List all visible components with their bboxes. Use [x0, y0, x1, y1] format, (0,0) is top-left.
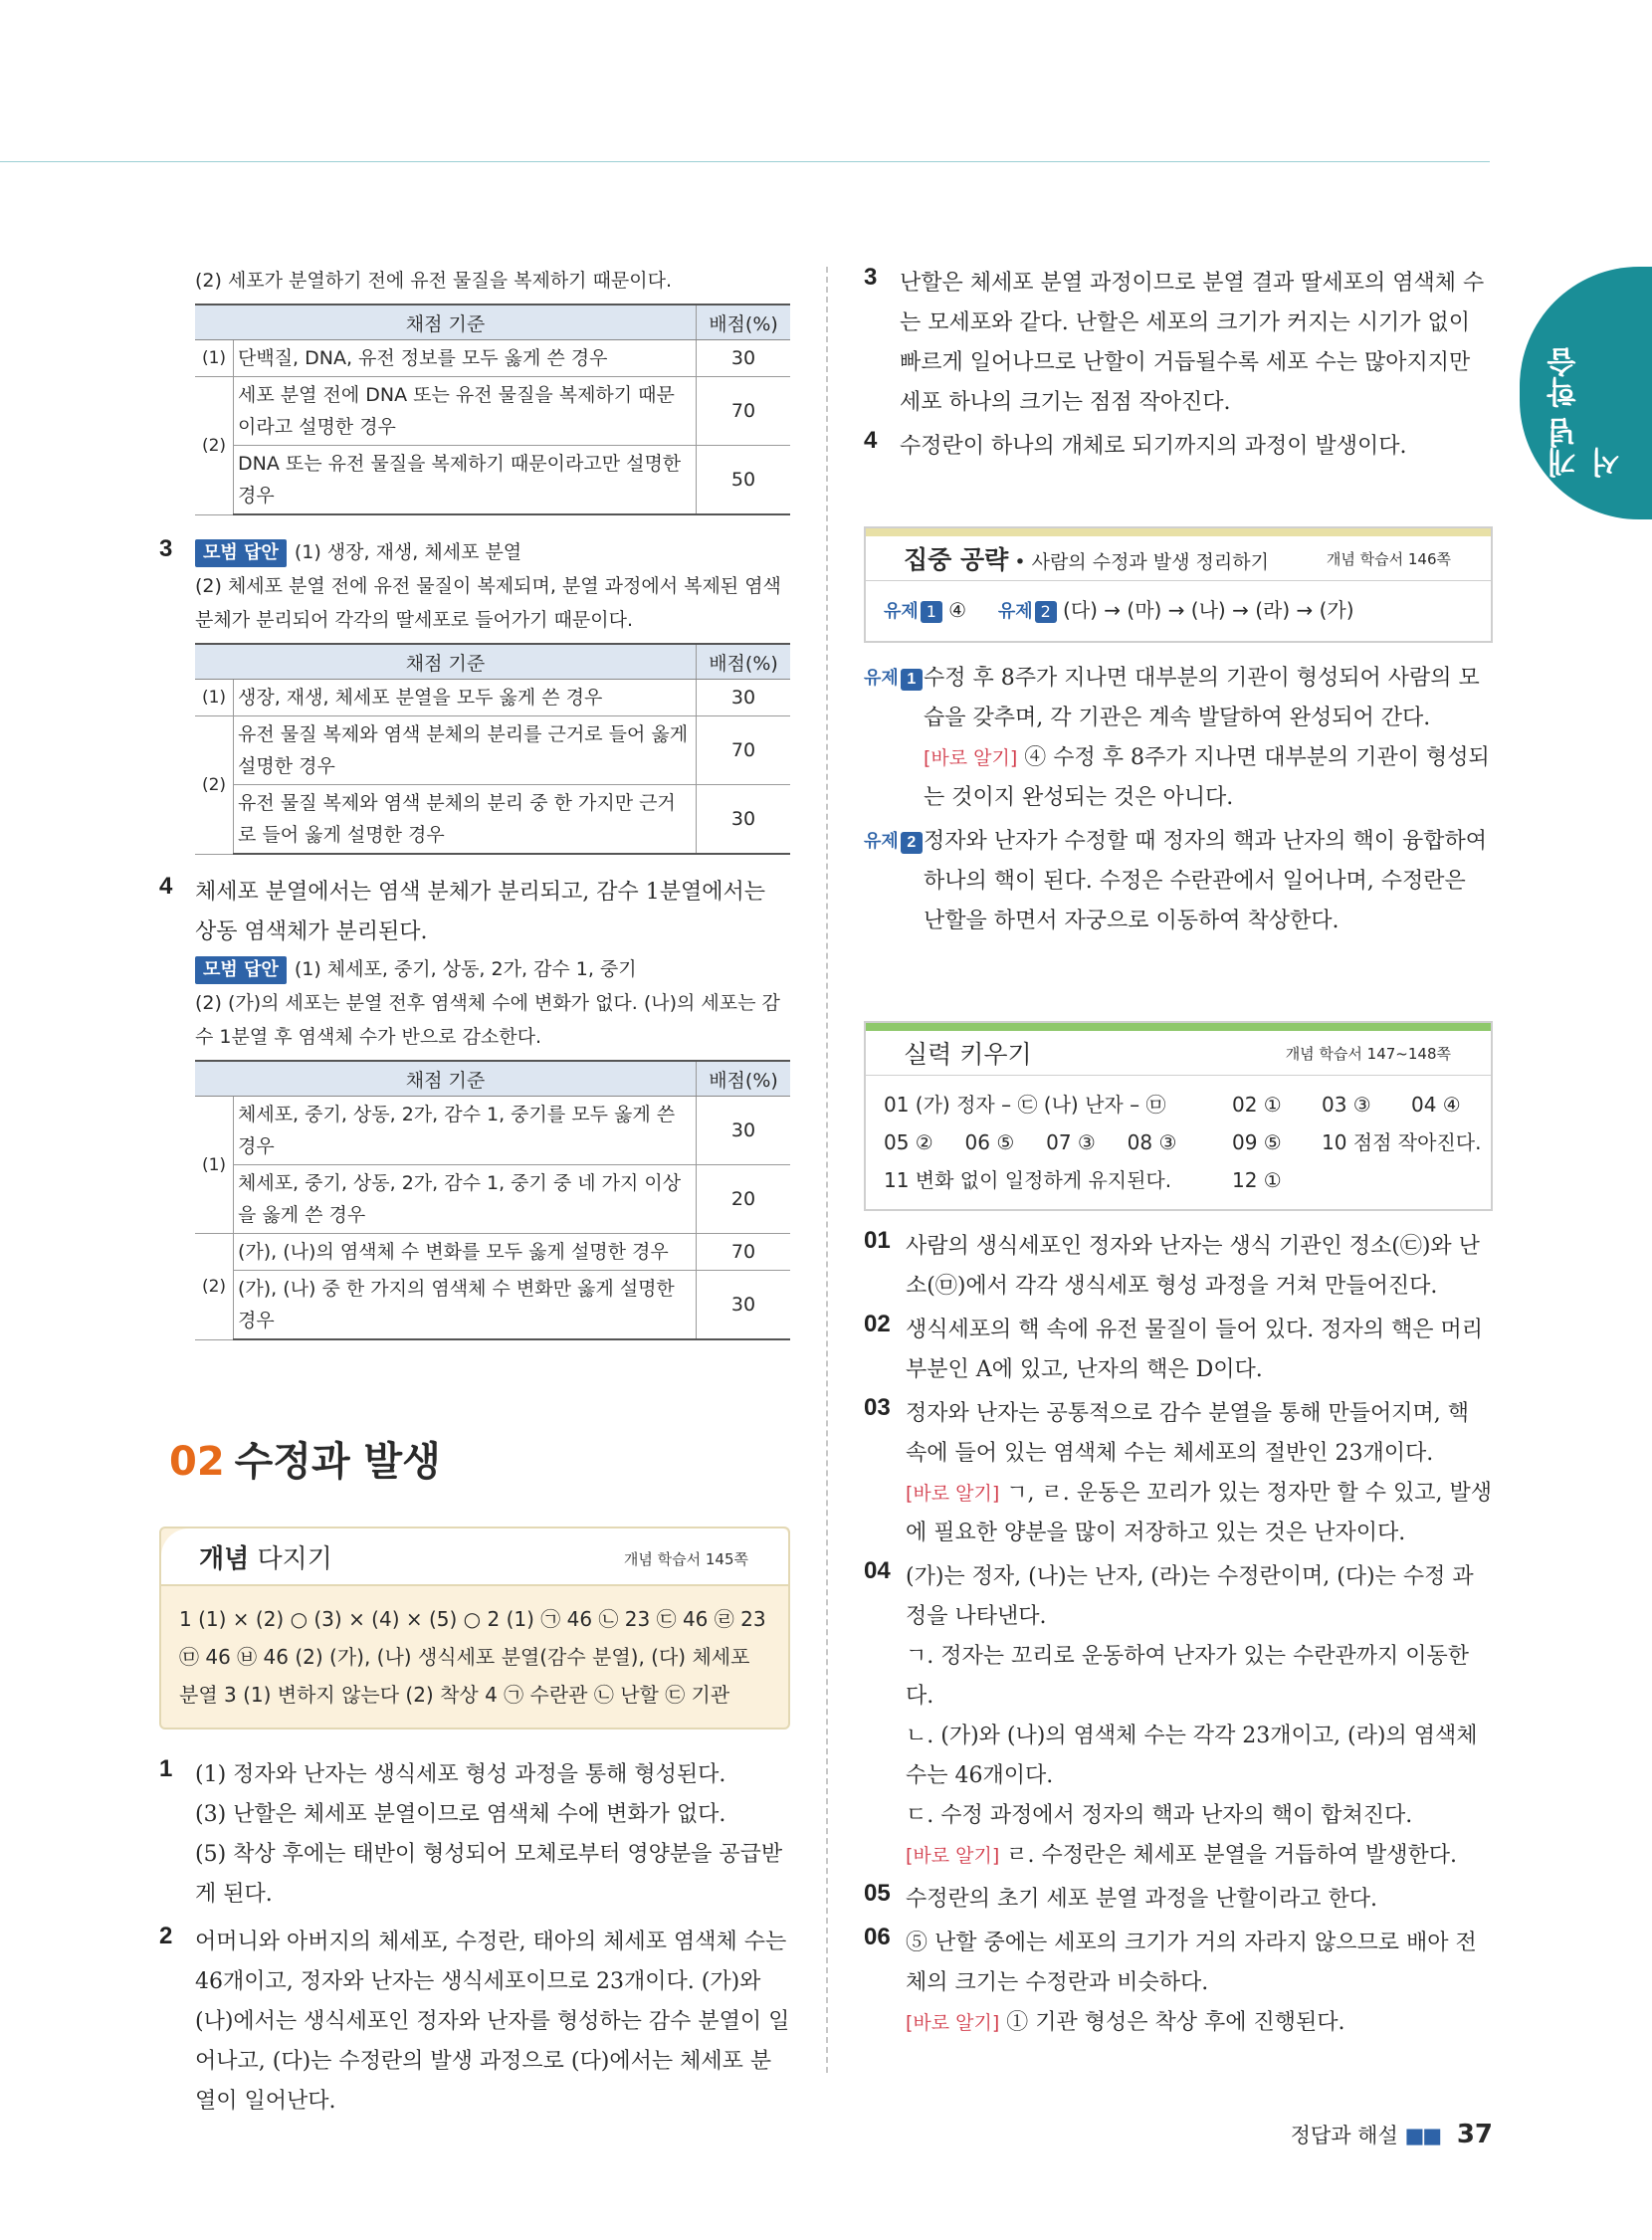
answer-line: ㄴ. (가)와 (나)의 염색체 수는 각각 23개이고, (라)의 염색체 수는 46개이다.	[906, 1724, 1478, 1788]
skill-box-header	[866, 1023, 1491, 1076]
answer-text: (가)는 정자, (나)는 난자, (라)는 수정란이며, (다)는 수정 과정을 나타낸다.	[906, 1564, 1474, 1629]
answer-cell: 02 ①	[1232, 1093, 1282, 1117]
skill-answers	[866, 1076, 1491, 1209]
row-index: (1)	[195, 680, 234, 716]
row-text: 체세포, 중기, 상동, 2가, 감수 1, 중기를 모두 옳게 쓴 경우	[234, 1097, 697, 1165]
answer-part: 06 ⑤	[964, 1130, 1015, 1154]
left-column	[159, 264, 790, 2126]
yuje-answer: ④	[948, 598, 967, 622]
item-number: 2	[159, 1923, 173, 1949]
skill-01	[864, 1227, 1493, 1307]
header-score: 배점(%)	[697, 1061, 791, 1097]
table-header	[195, 305, 790, 340]
row-text: 유전 물질 복제와 염색 분체의 분리 중 한 가지만 근거로 들어 옳게 설명한 경우	[234, 785, 697, 855]
yuje-label: 유제	[864, 831, 899, 852]
item-number: 3	[159, 535, 173, 562]
baro-text: ① 기관 형성은 착상 후에 진행된다.	[999, 2010, 1345, 2035]
answer-4	[159, 873, 790, 1340]
baro-label: [바로 알기]	[906, 1845, 1000, 1867]
baro-text: ㄱ, ㄹ. 운동은 꼬리가 있는 정자만 할 수 있고, 발생에 필요한 양분을 많이 저장하고 있는 것은 난자이다.	[906, 1481, 1492, 1545]
focus-box-title	[904, 540, 1269, 576]
table-row	[195, 340, 790, 377]
row-index: (2)	[195, 1234, 234, 1340]
row-text: DNA 또는 유전 물질을 복제하기 때문이라고만 설명한 경우	[234, 446, 697, 515]
answer-text: (1) 체세포, 중기, 상동, 2가, 감수 1, 중기	[294, 958, 637, 980]
skill-box-bar	[866, 1023, 1491, 1031]
answer-cell	[884, 1123, 1232, 1161]
answer-text: 난할은 체세포 분열 과정이므로 분열 결과 딸세포의 염색체 수는 모세포와 같다. 난할은 세포의 크기가 커지는 시기가 없이 빠르게 일어나므로 난할이 거듭될수록 세포 수는 많아지지만 세포 하나의 크기는 점점 작아진다.	[900, 271, 1485, 415]
item-number: 06	[864, 1924, 891, 1950]
row-score: 30	[697, 785, 791, 855]
focus-box-body	[866, 581, 1491, 641]
item-number: 04	[864, 1557, 891, 1584]
row-text: 체세포, 중기, 상동, 2가, 감수 1, 중기 중 네 가지 이상을 옳게 쓴 경우	[234, 1165, 697, 1234]
row-text: 세포 분열 전에 DNA 또는 유전 물질을 복제하기 때문이라고 설명한 경우	[234, 377, 697, 446]
header-criteria: 채점 기준	[195, 644, 697, 680]
answer-part: 05 ②	[884, 1130, 933, 1154]
header-criteria: 채점 기준	[195, 305, 697, 340]
skill-03	[864, 1394, 1493, 1553]
yuje-number: 2	[1035, 601, 1057, 623]
table-header	[195, 1061, 790, 1097]
baro-label: [바로 알기]	[906, 1483, 1000, 1505]
answer-text: 사람의 생식세포인 정자와 난자는 생식 기관인 정소(㉢)와 난소(㉤)에서 각각 생식세포 형성 과정을 거쳐 만들어진다.	[906, 1234, 1480, 1299]
row-score: 30	[697, 1097, 791, 1165]
table-row	[195, 446, 790, 515]
focus-box	[864, 526, 1493, 643]
title-sub: • 사람의 수정과 발생 정리하기	[1008, 551, 1269, 573]
page-footer	[1291, 2120, 1493, 2149]
answer-text: (1) 생장, 재생, 체세포 분열	[294, 541, 522, 563]
yuje-2	[864, 822, 1493, 941]
concept-box-title	[199, 1538, 332, 1575]
item-number: 4	[159, 873, 173, 900]
title-rest: 다지기	[249, 1544, 332, 1574]
row-text: 단백질, DNA, 유전 정보를 모두 옳게 쓴 경우	[234, 340, 697, 377]
item-number: 01	[864, 1227, 891, 1254]
table-row	[195, 1234, 790, 1271]
table-row	[195, 1165, 790, 1234]
concept-answers: 1 (1) × (2) ○ (3) × (4) × (5) ○ 2 (1) ㉠ 46 ㉡ 23 ㉢ 46 ㉣ 23 ㉤ 46 ㉥ 46 (2) (가), (나) 생식세포 분열(감수 분열), (다) 체세포 분열 3 (1) 변하지 않는다 (2) 착상 4 ㉠ 수란관 ㉡ 난할 ㉢ 기관	[179, 1607, 766, 1707]
row-score: 30	[697, 680, 791, 716]
answer-cell: 11 변화 없이 일정하게 유지된다.	[884, 1168, 1172, 1192]
header-score: 배점(%)	[697, 305, 791, 340]
table-row	[195, 1271, 790, 1340]
baro-label: [바로 알기]	[924, 747, 1018, 769]
section-title	[169, 1430, 790, 1487]
textbook-reference: 개념 학습서 145쪽	[623, 1550, 748, 1568]
answer-3-right	[864, 264, 1493, 423]
yuje-label: 유제	[997, 601, 1033, 622]
skill-05	[864, 1880, 1493, 1920]
answer-line: (5) 착상 후에는 태반이 형성되어 모체로부터 영양분을 공급받게 된다.	[195, 1842, 783, 1907]
item-number: 4	[864, 427, 878, 454]
answer-text: (2) (가)의 세포는 분열 전후 염색체 수에 변화가 없다. (나)의 세포는 감수 1분열 후 염색체 수가 반으로 감소한다.	[195, 992, 780, 1048]
answer-text: 정자와 난자는 공통적으로 감수 분열을 통해 만들어지며, 핵 속에 들어 있는 염색체 수는 체세포의 절반인 23개이다.	[906, 1401, 1469, 1466]
answer-1	[159, 1755, 790, 1915]
yuje-label: 유제	[884, 601, 919, 622]
item-number: 3	[864, 264, 878, 291]
yuje-text: 수정 후 8주가 지나면 대부분의 기관이 형성되어 사람의 모습을 갖추며, 각 기관은 계속 발달하여 완성되어 간다.	[924, 666, 1480, 730]
section-number: 02	[169, 1439, 225, 1485]
answer-4-right	[864, 427, 1493, 467]
answer-text: 생식세포의 핵 속에 유전 물질이 들어 있다. 정자의 핵은 머리 부분인 A에 있고, 난자의 핵은 D이다.	[906, 1318, 1483, 1382]
skill-06	[864, 1924, 1493, 2043]
item-number: 03	[864, 1394, 891, 1421]
title-bold: 집중 공략	[904, 545, 1009, 574]
row-text: 유전 물질 복제와 염색 분체의 분리를 근거로 들어 옳게 설명한 경우	[234, 716, 697, 785]
answer-part: 08 ③	[1127, 1130, 1177, 1154]
answer-2	[159, 1923, 790, 2122]
top-rule	[0, 161, 1490, 162]
answer-text: 체세포 분열에서는 염색 분체가 분리되고, 감수 1분열에서는 상동 염색체가 분리된다.	[195, 880, 765, 944]
page-number: 37	[1456, 2120, 1493, 2149]
concept-box	[159, 1527, 790, 1730]
answer-cell: 09 ⑤	[1232, 1130, 1282, 1154]
row-index: (2)	[195, 377, 234, 515]
model-answer-badge: 모범 답안	[195, 539, 287, 567]
table-row	[195, 1097, 790, 1165]
answer-line: (1) 정자와 난자는 생식세포 형성 과정을 통해 형성된다.	[195, 1762, 726, 1787]
section-name: 수정과 발생	[234, 1439, 441, 1485]
answer-line: (3) 난할은 체세포 분열이므로 염색체 수에 변화가 없다.	[195, 1802, 726, 1827]
row-index: (1)	[195, 340, 234, 377]
answer-line: ㄷ. 수정 과정에서 정자의 핵과 난자의 핵이 합쳐진다.	[906, 1803, 1413, 1828]
row-text: 생장, 재생, 체세포 분열을 모두 옳게 쓴 경우	[234, 680, 697, 716]
yuje-number: 1	[921, 601, 942, 623]
item-number: 05	[864, 1880, 891, 1907]
answer-cell: 04 ④	[1411, 1093, 1461, 1117]
grade-table-2	[195, 643, 790, 855]
skill-box	[864, 1021, 1493, 1211]
row-text: (가), (나)의 염색체 수 변화를 모두 옳게 설명한 경우	[234, 1234, 697, 1271]
focus-box-bar	[866, 528, 1491, 536]
row-index: (1)	[195, 1097, 234, 1234]
column-divider	[826, 267, 828, 2073]
textbook-reference: 개념 학습서 147~148쪽	[1285, 1045, 1451, 1063]
yuje-text: 정자와 난자가 수정할 때 정자의 핵과 난자의 핵이 융합하여 하나의 핵이 된다. 수정은 수란관에서 일어나며, 수정란은 난할을 하면서 자궁으로 이동하여 착상한다.	[924, 829, 1487, 933]
row-text: (가), (나) 중 한 가지의 염색체 수 변화만 옳게 설명한 경우	[234, 1271, 697, 1340]
concept-box-header	[161, 1528, 788, 1586]
yuje-label: 유제	[864, 668, 899, 689]
model-answer-badge: 모범 답안	[195, 956, 287, 984]
baro-text: ㄹ. 수정란은 체세포 분열을 거듭하여 발생한다.	[999, 1843, 1458, 1868]
baro-text: ④ 수정 후 8주가 지나면 대부분의 기관이 형성되는 것이지 완성되는 것은 아니다.	[924, 745, 1490, 810]
yuje-1	[864, 659, 1493, 818]
intro-line: (2) 세포가 분열하기 전에 유전 물질을 복제하기 때문이다.	[195, 270, 673, 292]
row-score: 30	[697, 340, 791, 377]
answer-cell: 10 점점 작아진다.	[1322, 1130, 1482, 1154]
table-row	[195, 785, 790, 855]
skill-02	[864, 1311, 1493, 1390]
header-criteria: 채점 기준	[195, 1061, 697, 1097]
table-row	[195, 680, 790, 716]
item-number: 02	[864, 1311, 891, 1337]
yuje-number: 1	[901, 669, 923, 691]
answer-cell: 03 ③	[1322, 1093, 1371, 1117]
answer-cell: 12 ①	[1232, 1168, 1282, 1192]
row-score: 20	[697, 1165, 791, 1234]
row-score: 70	[697, 1234, 791, 1271]
answer-text: ⑤ 난할 중에는 세포의 크기가 거의 자라지 않으므로 배아 전체의 크기는 수정란과 비슷하다.	[906, 1931, 1477, 1995]
footer-squares: ■■	[1404, 2124, 1441, 2147]
grade-table-1	[195, 304, 790, 515]
answer-line: ㄱ. 정자는 꼬리로 운동하여 난자가 있는 수란관까지 이동한다.	[906, 1644, 1469, 1709]
row-score: 50	[697, 446, 791, 515]
table-header	[195, 644, 790, 680]
skill-04	[864, 1557, 1493, 1876]
baro-label: [바로 알기]	[906, 2012, 1000, 2034]
item-number: 1	[159, 1755, 173, 1782]
focus-box-header	[866, 528, 1491, 581]
footer-label: 정답과 해설	[1290, 2124, 1398, 2147]
answer-part: 07 ③	[1046, 1130, 1096, 1154]
row-index: (2)	[195, 716, 234, 855]
grade-table-1-wrap	[195, 304, 790, 515]
row-score: 70	[697, 377, 791, 446]
header-score: 배점(%)	[697, 644, 791, 680]
answer-text: 수정란이 하나의 개체로 되기까지의 과정이 발생이다.	[900, 434, 1407, 459]
row-score: 70	[697, 716, 791, 785]
yuje-answer: (다) → (마) → (나) → (라) → (가)	[1063, 598, 1354, 622]
answer-text: (2) 체세포 분열 전에 유전 물질이 복제되며, 분열 과정에서 복제된 염색 분체가 분리되어 각각의 딸세포로 들어가기 때문이다.	[195, 575, 781, 631]
skill-box-title: 실력 키우기	[904, 1040, 1032, 1069]
grade-table-3	[195, 1060, 790, 1340]
title-bold: 개념	[199, 1544, 250, 1574]
answer-3	[159, 535, 790, 855]
textbook-reference: 개념 학습서 146쪽	[1326, 550, 1451, 568]
yuje-number: 2	[901, 832, 923, 854]
row-score: 30	[697, 1271, 791, 1340]
answer-text: 어머니와 아버지의 체세포, 수정란, 태아의 체세포 염색체 수는 46개이고, 정자와 난자는 생식세포이므로 23개이다. (가)와 (나)에서는 생식세포인 정자와 난자를 형성하는 감수 분열이 일어나고, (다)는 수정란의 발생 과정으로 (다)에서는 체세포 분열이 일어난다.	[195, 1930, 790, 2114]
answer-text: 수정란의 초기 세포 분열 과정을 난할이라고 한다.	[906, 1887, 1377, 1912]
answer-cell: 01 (가) 정자 – ㉢ (나) 난자 – ㉤	[884, 1093, 1166, 1117]
side-tab-label: 개념 학습서	[1548, 347, 1626, 478]
table-row	[195, 377, 790, 446]
right-column	[864, 264, 1493, 2047]
table-row	[195, 716, 790, 785]
